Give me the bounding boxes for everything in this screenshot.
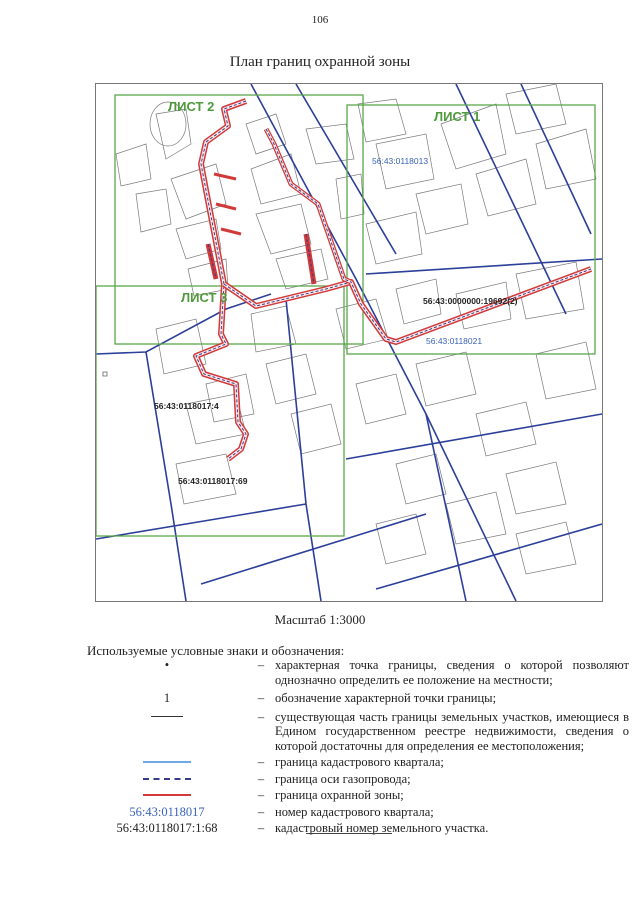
point-symbol: • [164,658,170,672]
legend-item-parcel-number: 56:43:0118017:1:68 – кадастровый номер земельного участка. [87,821,629,836]
legend-item-quarter-number: 56:43:0118017 – номер кадастрового квартала; [87,805,629,820]
quarter-boundaries [96,84,602,601]
map-svg [96,84,602,601]
map-scale: Масштаб 1:3000 [274,612,366,627]
boundary-plan-map [95,83,603,602]
parcel-label-0118017-4: 56:43:0118017:4 [154,401,219,411]
sheet-frames [96,95,595,536]
gas-axis-symbol [87,772,247,787]
legend-item-quarter-border: – граница кадастрового квартала; [87,755,629,770]
legend-item-point: • – характерная точка границы, сведения о которой позволяют однозначно определить ее положение на местности; [87,658,629,687]
parcel-number-symbol: 56:43:0118017:1:68 [116,821,218,835]
quarter-number-symbol: 56:43:0118017 [129,804,205,819]
quarter-label-0118021: 56:43:0118021 [426,336,483,346]
sheet-label-1: ЛИСТ 1 [434,109,481,124]
sheet-label-2: ЛИСТ 2 [168,99,215,114]
parcel-label-19692: 56:43:0000000:19692(2) [423,296,518,306]
legend-item-point-number: 1 – обозначение характерной точки границы; [87,691,629,706]
end-rule [306,833,392,834]
quarter-label-0118013: 56:43:0118013 [372,156,429,166]
page-number: 106 [311,14,329,26]
legend-item-gas-axis: – граница оси газопровода; [87,772,629,787]
parcel-border-symbol [87,710,247,725]
legend-item-parcel-border: – существующая часть границы земельных участков, имеющиеся в Едином государственном реестре недвижимости, сведения о которой достаточны для определения ее местоположения; [87,710,629,754]
legend-heading: Используемые условные знаки и обозначения: [87,643,345,658]
quarter-border-symbol [87,755,247,770]
legend [87,658,629,836]
point-marker [103,372,107,376]
protection-zone [196,101,591,459]
parcel-label-0118017-69: 56:43:0118017:69 [178,476,248,486]
page-title: План границ охранной зоны [229,54,411,70]
protection-zone-symbol [87,788,247,803]
legend-item-protection-zone: – граница охранной зоны; [87,788,629,803]
point-number-symbol: 1 [163,691,171,705]
sheet-label-3: ЛИСТ 3 [181,290,228,305]
